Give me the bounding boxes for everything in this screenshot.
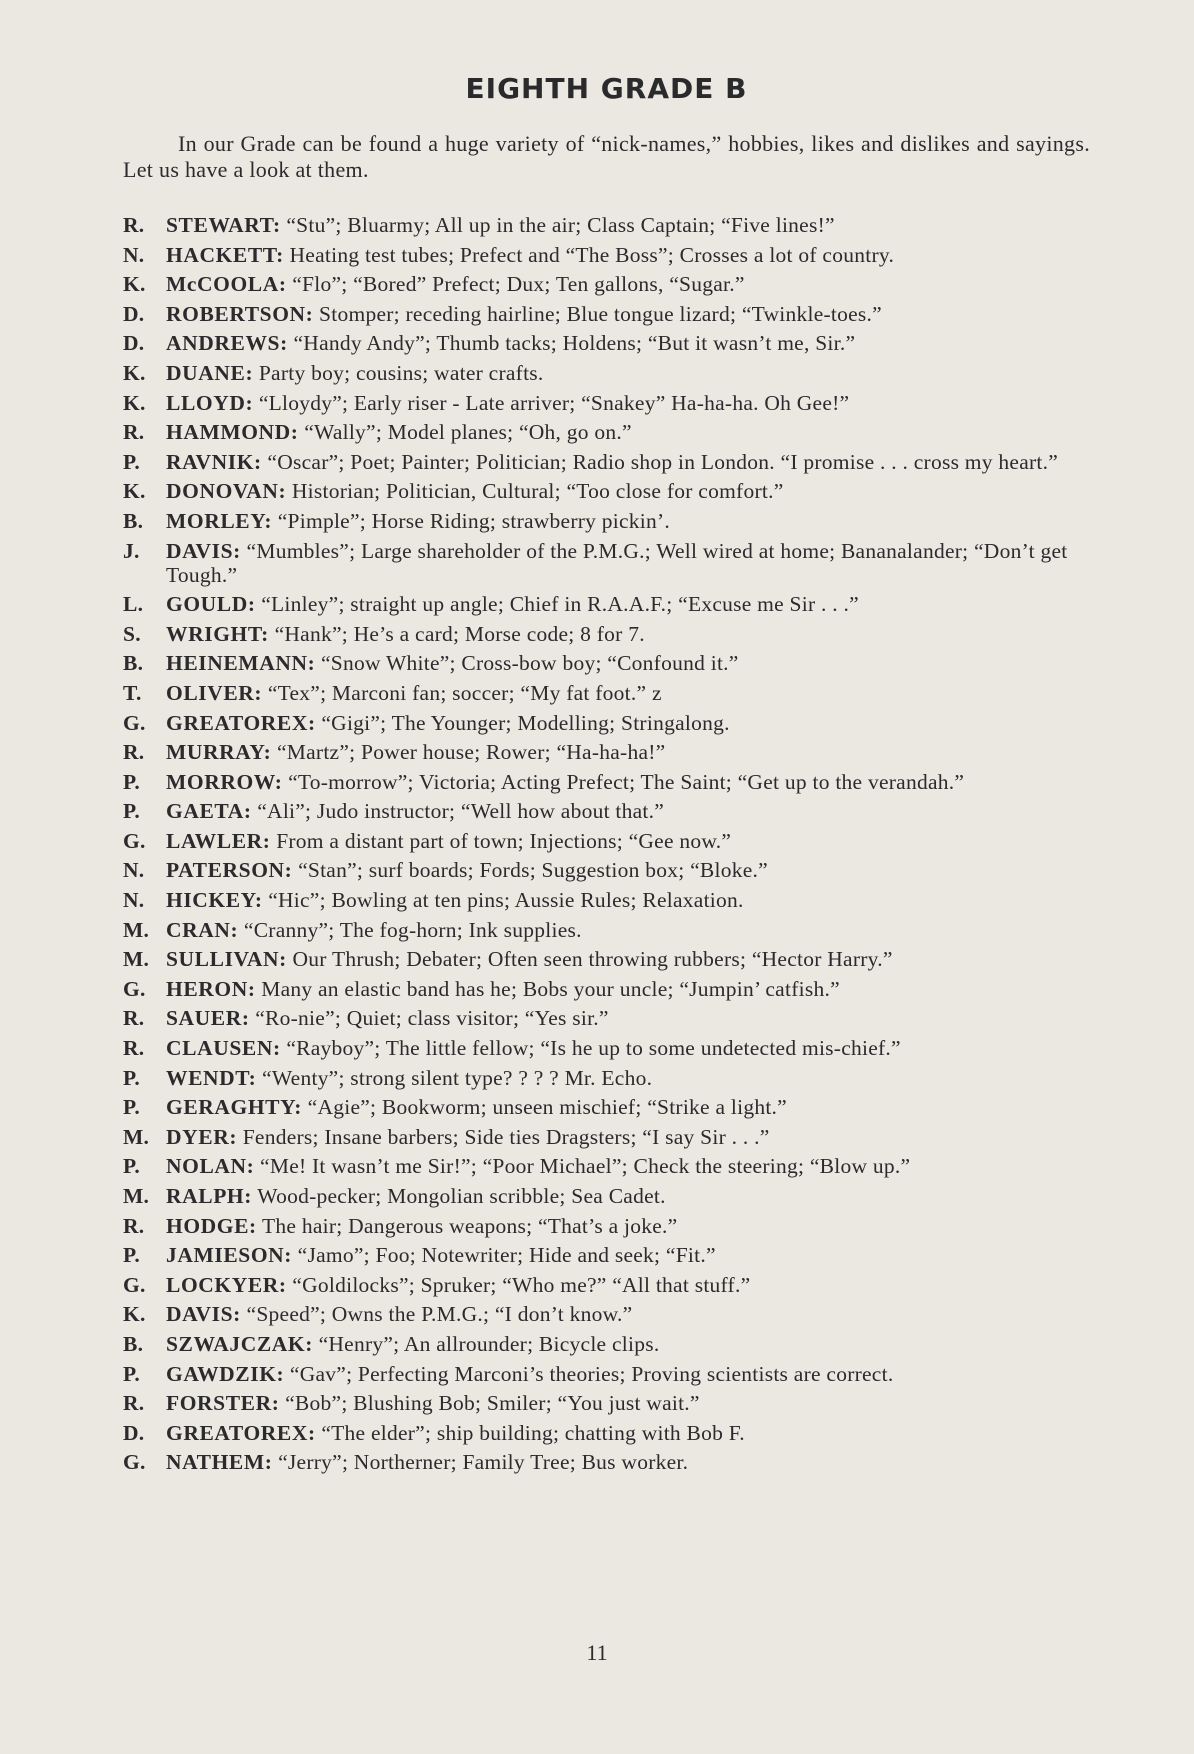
student-surname: DAVIS: bbox=[166, 538, 241, 563]
student-description: “Martz”; Power house; Rower; “Ha-ha-ha!” bbox=[276, 740, 666, 765]
student-initial: P. bbox=[123, 799, 141, 824]
student-description: “Goldilocks”; Spruker; “Who me?” “All that stuff.” bbox=[292, 1272, 751, 1297]
student-description: “Hic”; Bowling at ten pins; Aussie Rules; Relaxation. bbox=[268, 888, 744, 913]
student-surname: RAVNIK: bbox=[166, 449, 262, 474]
student-entry bbox=[123, 799, 1090, 823]
student-surname: MURRAY: bbox=[166, 740, 272, 765]
student-surname: GREATOREX: bbox=[166, 1420, 316, 1445]
student-description: “Jamo”; Foo; Notewriter; Hide and seek; “Fit.” bbox=[297, 1243, 716, 1268]
student-initial: P. bbox=[123, 1065, 141, 1090]
student-description: “Lloydy”; Early riser - Late arriver; “Snakey” Ha-ha-ha. Oh Gee!” bbox=[258, 390, 850, 415]
student-initial: K. bbox=[123, 1302, 146, 1327]
student-initial: P. bbox=[123, 1095, 141, 1120]
student-initial: P. bbox=[123, 1361, 141, 1386]
student-surname: OLIVER: bbox=[166, 680, 263, 705]
student-initial: N. bbox=[123, 242, 145, 267]
student-initial: B. bbox=[123, 651, 144, 676]
student-description: “The elder”; ship building; chatting with Bob F. bbox=[321, 1420, 745, 1445]
student-initial: N. bbox=[123, 888, 145, 913]
student-description: “Wally”; Model planes; “Oh, go on.” bbox=[304, 420, 632, 445]
student-initial: D. bbox=[123, 301, 145, 326]
student-entry bbox=[123, 1036, 1090, 1060]
student-initial: T. bbox=[123, 680, 142, 705]
student-entry bbox=[123, 977, 1090, 1001]
student-list bbox=[123, 213, 1090, 1474]
student-surname: RALPH: bbox=[166, 1184, 253, 1208]
student-entry bbox=[123, 1006, 1090, 1030]
student-entry bbox=[123, 1391, 1090, 1415]
student-entry bbox=[123, 1125, 1090, 1149]
page-title: EIGHTH GRADE B bbox=[465, 72, 748, 105]
student-entry bbox=[123, 1184, 1090, 1208]
student-entry bbox=[123, 539, 1090, 587]
student-description: “Snow White”; Cross-bow boy; “Confound it.” bbox=[320, 651, 739, 676]
student-entry bbox=[123, 243, 1090, 267]
student-description: “Oscar”; Poet; Painter; Politician; Radio shop in London. “I promise . . . cross my heart.” bbox=[267, 449, 1059, 474]
student-initial: S. bbox=[123, 621, 141, 646]
student-initial: D. bbox=[123, 1420, 145, 1445]
student-description: “To-morrow”; Victoria; Acting Prefect; The Saint; “Get up to the verandah.” bbox=[288, 769, 965, 794]
student-surname: HICKEY: bbox=[166, 888, 263, 913]
student-initial: M. bbox=[123, 1184, 150, 1208]
student-surname: DAVIS: bbox=[166, 1302, 241, 1327]
student-entry bbox=[123, 361, 1090, 385]
student-initial: K. bbox=[123, 272, 146, 297]
student-entry bbox=[123, 331, 1090, 355]
student-entry bbox=[123, 479, 1090, 503]
student-description: “Speed”; Owns the P.M.G.; “I don’t know.” bbox=[246, 1302, 633, 1327]
student-entry bbox=[123, 1421, 1090, 1445]
student-entry bbox=[123, 1154, 1090, 1178]
student-surname: SAUER: bbox=[166, 1006, 250, 1031]
student-entry bbox=[123, 1450, 1090, 1474]
student-description: “Tex”; Marconi fan; soccer; “My fat foot.” z bbox=[267, 680, 662, 705]
student-surname: HAMMOND: bbox=[166, 420, 299, 445]
page-number: 11 bbox=[586, 1640, 608, 1665]
student-description: “Pimple”; Horse Riding; strawberry pickin’. bbox=[277, 508, 671, 533]
student-initial: N. bbox=[123, 858, 145, 883]
student-surname: DONOVAN: bbox=[166, 479, 287, 504]
student-surname: NATHEM: bbox=[166, 1450, 273, 1475]
student-initial: P. bbox=[123, 1154, 141, 1179]
student-surname: McCOOLA: bbox=[166, 272, 287, 297]
student-entry bbox=[123, 1095, 1090, 1119]
student-description: “Handy Andy”; Thumb tacks; Holdens; “But it wasn’t me, Sir.” bbox=[293, 331, 856, 356]
student-surname: LOCKYER: bbox=[166, 1272, 287, 1297]
student-surname: SZWAJCZAK: bbox=[166, 1331, 313, 1356]
student-entry bbox=[123, 918, 1090, 942]
student-initial: R. bbox=[123, 1036, 145, 1061]
student-initial: R. bbox=[123, 420, 145, 445]
student-initial: M. bbox=[123, 917, 150, 942]
student-entry bbox=[123, 272, 1090, 296]
student-description: Heating test tubes; Prefect and “The Boss”; Crosses a lot of country. bbox=[289, 242, 895, 267]
student-entry bbox=[123, 1214, 1090, 1238]
student-entry bbox=[123, 391, 1090, 415]
student-surname: SULLIVAN: bbox=[166, 947, 287, 972]
student-description: “Gigi”; The Younger; Modelling; Stringalong. bbox=[321, 710, 730, 735]
student-description: From a distant part of town; Injections; “Gee now.” bbox=[276, 828, 732, 853]
student-description: “Henry”; An allrounder; Bicycle clips. bbox=[318, 1331, 660, 1356]
student-entry bbox=[123, 711, 1090, 735]
student-entry bbox=[123, 829, 1090, 853]
student-initial: M. bbox=[123, 947, 150, 972]
student-initial: M. bbox=[123, 1124, 150, 1149]
student-description: Party boy; cousins; water crafts. bbox=[258, 360, 544, 385]
student-description: “Rayboy”; The little fellow; “Is he up to some undetected mis-chief.” bbox=[286, 1036, 901, 1061]
student-entry bbox=[123, 651, 1090, 675]
student-surname: HEINEMANN: bbox=[166, 651, 316, 676]
student-description: Fenders; Insane barbers; Side ties Dragsters; “I say Sir . . .” bbox=[242, 1124, 770, 1149]
student-surname: PATERSON: bbox=[166, 858, 293, 883]
student-surname: MORLEY: bbox=[166, 508, 273, 533]
student-entry bbox=[123, 622, 1090, 646]
student-entry bbox=[123, 302, 1090, 326]
student-surname: NOLAN: bbox=[166, 1154, 255, 1179]
student-surname: WENDT: bbox=[166, 1065, 257, 1090]
student-surname: GREATOREX: bbox=[166, 710, 316, 735]
student-entry bbox=[123, 420, 1090, 444]
student-surname: LAWLER: bbox=[166, 828, 271, 853]
student-description: Stomper; receding hairline; Blue tongue lizard; “Twinkle-toes.” bbox=[319, 301, 882, 326]
student-surname: WRIGHT: bbox=[166, 621, 269, 646]
student-entry bbox=[123, 213, 1090, 237]
student-description: “Wenty”; strong silent type? ? ? ? Mr. Echo. bbox=[262, 1065, 653, 1090]
student-description: “Agie”; Bookworm; unseen mischief; “Strike a light.” bbox=[307, 1095, 787, 1120]
student-description: Wood-pecker; Mongolian scribble; Sea Cadet. bbox=[257, 1184, 666, 1208]
student-surname: CRAN: bbox=[166, 917, 239, 942]
student-initial: D. bbox=[123, 331, 145, 356]
student-surname: CLAUSEN: bbox=[166, 1036, 281, 1061]
student-description: Our Thrush; Debater; Often seen throwing rubbers; “Hector Harry.” bbox=[292, 947, 893, 972]
student-entry bbox=[123, 770, 1090, 794]
student-entry bbox=[123, 888, 1090, 912]
student-surname: HODGE: bbox=[166, 1213, 257, 1238]
student-description: “Ali”; Judo instructor; “Well how about that.” bbox=[257, 799, 665, 824]
student-initial: K. bbox=[123, 479, 146, 504]
student-description: The hair; Dangerous weapons; “That’s a joke.” bbox=[262, 1213, 678, 1238]
student-entry bbox=[123, 509, 1090, 533]
student-entry bbox=[123, 858, 1090, 882]
student-description: “Stu”; Bluarmy; All up in the air; Class Captain; “Five lines!” bbox=[286, 213, 835, 237]
student-surname: GAETA: bbox=[166, 799, 252, 824]
student-description: “Mumbles”; Large shareholder of the P.M.G.; Well wired at home; Bananalander; “Don’t get Tough.” bbox=[166, 538, 1068, 587]
student-surname: GAWDZIK: bbox=[166, 1361, 285, 1386]
student-surname: DYER: bbox=[166, 1124, 238, 1149]
student-surname: ROBERTSON: bbox=[166, 301, 314, 326]
intro-paragraph: In our Grade can be found a huge variety of “nick-names,” hobbies, likes and dislikes and sayings. Let us have a look at them. bbox=[123, 131, 1090, 182]
student-initial: G. bbox=[123, 828, 146, 853]
student-entry bbox=[123, 1066, 1090, 1090]
student-initial: B. bbox=[123, 1331, 144, 1356]
student-initial: L. bbox=[123, 592, 144, 617]
student-surname: JAMIESON: bbox=[166, 1243, 293, 1268]
student-initial: R. bbox=[123, 1213, 145, 1238]
student-surname: FORSTER: bbox=[166, 1391, 280, 1416]
student-initial: G. bbox=[123, 1450, 146, 1475]
student-surname: HERON: bbox=[166, 976, 256, 1001]
student-entry bbox=[123, 681, 1090, 705]
student-initial: K. bbox=[123, 360, 146, 385]
student-description: “Hank”; He’s a card; Morse code; 8 for 7. bbox=[274, 621, 645, 646]
student-initial: K. bbox=[123, 390, 146, 415]
student-entry bbox=[123, 450, 1090, 474]
student-description: “Linley”; straight up angle; Chief in R.A.A.F.; “Excuse me Sir . . .” bbox=[261, 592, 859, 617]
student-entry bbox=[123, 1332, 1090, 1356]
student-entry bbox=[123, 1273, 1090, 1297]
student-entry bbox=[123, 1362, 1090, 1386]
student-description: “Cranny”; The fog-horn; Ink supplies. bbox=[243, 917, 582, 942]
student-entry bbox=[123, 947, 1090, 971]
student-description: “Me! It wasn’t me Sir!”; “Poor Michael”; Check the steering; “Blow up.” bbox=[260, 1154, 911, 1179]
student-surname: DUANE: bbox=[166, 360, 254, 385]
student-entry bbox=[123, 592, 1090, 616]
student-surname: HACKETT: bbox=[166, 242, 284, 267]
student-entry bbox=[123, 1243, 1090, 1267]
student-entry bbox=[123, 1302, 1090, 1326]
student-surname: STEWART: bbox=[166, 213, 281, 237]
student-initial: P. bbox=[123, 769, 141, 794]
student-initial: P. bbox=[123, 449, 141, 474]
student-initial: J. bbox=[123, 538, 140, 563]
student-initial: G. bbox=[123, 976, 146, 1001]
student-initial: G. bbox=[123, 1272, 146, 1297]
student-surname: GERAGHTY: bbox=[166, 1095, 303, 1120]
student-initial: P. bbox=[123, 1243, 141, 1268]
student-surname: ANDREWS: bbox=[166, 331, 288, 356]
student-description: “Ro-nie”; Quiet; class visitor; “Yes sir.” bbox=[255, 1006, 609, 1031]
student-description: “Flo”; “Bored” Prefect; Dux; Ten gallons, “Sugar.” bbox=[292, 272, 745, 297]
student-entry bbox=[123, 740, 1090, 764]
student-description: “Bob”; Blushing Bob; Smiler; “You just wait.” bbox=[285, 1391, 700, 1416]
student-surname: GOULD: bbox=[166, 592, 256, 617]
student-description: Many an elastic band has he; Bobs your uncle; “Jumpin’ catfish.” bbox=[261, 976, 840, 1001]
student-description: “Stan”; surf boards; Fords; Suggestion box; “Bloke.” bbox=[298, 858, 768, 883]
student-description: “Jerry”; Northerner; Family Tree; Bus worker. bbox=[278, 1450, 689, 1475]
student-description: Historian; Politician, Cultural; “Too close for comfort.” bbox=[291, 479, 784, 504]
student-surname: MORROW: bbox=[166, 769, 283, 794]
student-initial: R. bbox=[123, 1006, 145, 1031]
student-initial: R. bbox=[123, 1391, 145, 1416]
student-initial: B. bbox=[123, 508, 144, 533]
student-surname: LLOYD: bbox=[166, 390, 254, 415]
student-initial: G. bbox=[123, 710, 146, 735]
student-initial: R. bbox=[123, 213, 145, 237]
student-description: “Gav”; Perfecting Marconi’s theories; Proving scientists are correct. bbox=[289, 1361, 894, 1386]
student-initial: R. bbox=[123, 740, 145, 765]
